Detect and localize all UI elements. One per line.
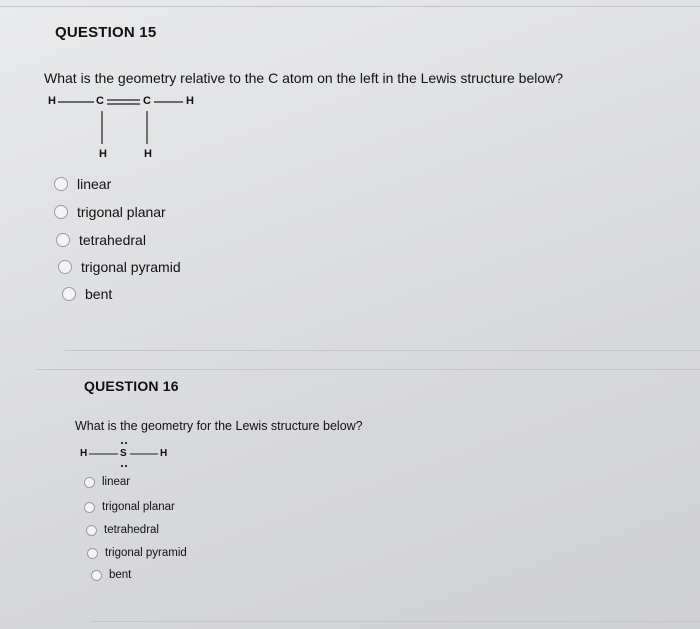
option-15-tetrahedral-label: tetrahedral <box>79 232 146 248</box>
atom-c-left: C <box>96 95 104 107</box>
atom-c-right: C <box>143 95 151 107</box>
top-divider <box>0 6 700 7</box>
option-15-trigonal-pyramid-label: trigonal pyramid <box>81 259 181 275</box>
atom-h-bottom-left: H <box>99 148 107 160</box>
question-15-title: QUESTION 15 <box>55 24 157 41</box>
option-15-trigonal-planar[interactable] <box>54 204 166 220</box>
radio-16-bent[interactable] <box>91 570 102 581</box>
atom-h-left: H <box>80 448 88 459</box>
option-16-tetrahedral[interactable] <box>86 524 159 536</box>
option-16-trigonal-planar[interactable] <box>84 501 175 513</box>
option-16-linear[interactable] <box>84 476 130 488</box>
radio-16-linear[interactable] <box>84 477 95 488</box>
bottom-divider <box>90 621 700 622</box>
atom-h-right: H <box>160 448 168 459</box>
radio-15-tetrahedral[interactable] <box>56 233 70 247</box>
option-15-tetrahedral[interactable] <box>56 232 146 248</box>
option-16-bent[interactable] <box>91 569 131 581</box>
option-15-trigonal-pyramid[interactable] <box>58 259 181 275</box>
bonds-and-lone-pairs-16 <box>74 438 194 472</box>
bond-lines-15 <box>40 92 220 162</box>
question-16-title: QUESTION 16 <box>84 378 179 394</box>
atom-h-top-right: H <box>186 95 194 107</box>
option-16-linear-label: linear <box>102 476 131 488</box>
atom-h-top-left: H <box>48 95 56 107</box>
option-16-tetrahedral-label: tetrahedral <box>104 524 159 536</box>
atom-s: S <box>120 448 127 459</box>
radio-16-trigonal-planar[interactable] <box>84 502 95 513</box>
lewis-structure-16 <box>74 438 194 472</box>
section-divider-1 <box>65 350 700 351</box>
option-16-trigonal-pyramid[interactable] <box>87 547 187 559</box>
option-16-bent-label: bent <box>109 569 132 581</box>
question-15-text: What is the geometry relative to the C atom on the left in the Lewis structure below? <box>44 70 564 86</box>
lewis-structure-15 <box>40 92 220 162</box>
option-16-trigonal-planar-label: trigonal planar <box>102 501 175 513</box>
option-16-trigonal-pyramid-label: trigonal pyramid <box>105 547 187 559</box>
radio-15-bent[interactable] <box>62 287 76 301</box>
atom-h-bottom-right: H <box>144 148 152 160</box>
radio-16-tetrahedral[interactable] <box>86 525 97 536</box>
section-divider-2 <box>36 369 700 370</box>
option-15-bent-label: bent <box>85 286 113 302</box>
radio-15-trigonal-planar[interactable] <box>54 205 68 219</box>
option-15-linear-label: linear <box>77 176 112 192</box>
option-15-linear[interactable] <box>54 176 111 192</box>
radio-16-trigonal-pyramid[interactable] <box>87 548 98 559</box>
radio-15-linear[interactable] <box>54 177 68 191</box>
option-15-bent[interactable] <box>62 286 112 302</box>
radio-15-trigonal-pyramid[interactable] <box>58 260 72 274</box>
question-16-text: What is the geometry for the Lewis structure below? <box>75 419 363 433</box>
option-15-trigonal-planar-label: trigonal planar <box>77 204 166 220</box>
